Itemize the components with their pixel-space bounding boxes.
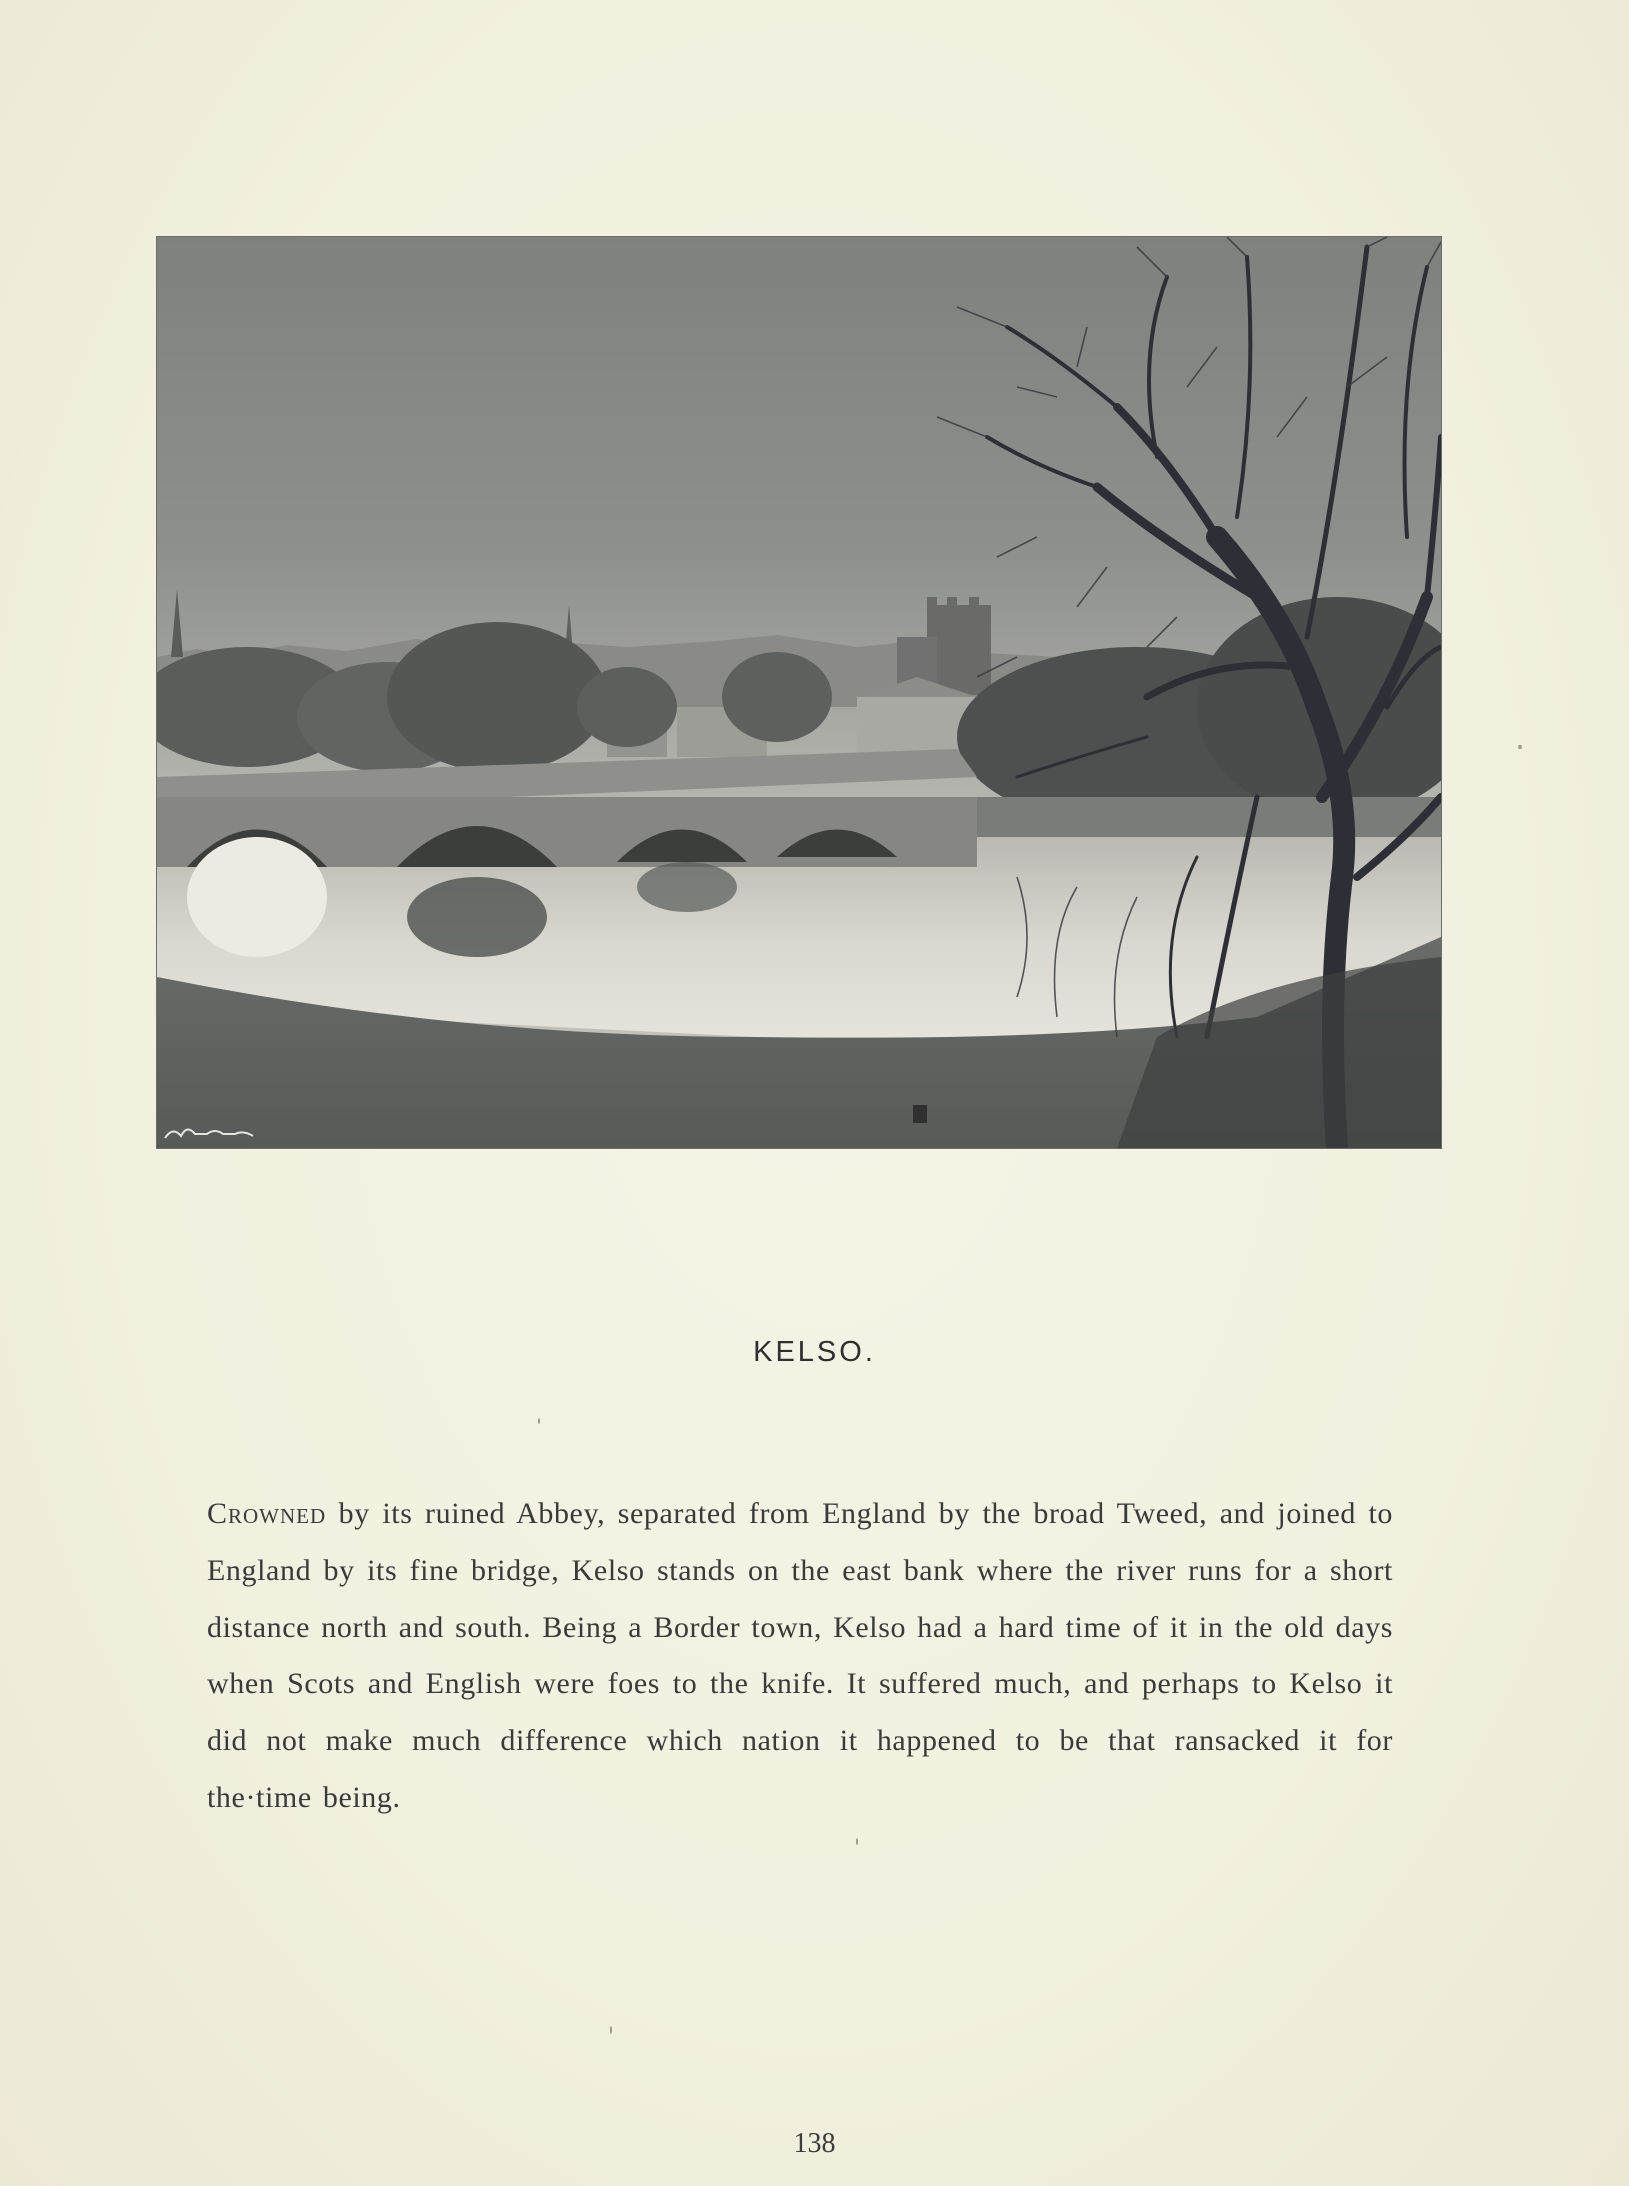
body-paragraph	[207, 1486, 1393, 1827]
photograph-plate	[157, 237, 1441, 1148]
paper-speck	[856, 1838, 858, 1845]
halftone-photo-icon	[157, 237, 1441, 1148]
paper-speck	[1518, 745, 1522, 749]
page-number: 138	[793, 2128, 836, 2159]
drop-lead-word: Crowned	[207, 1497, 327, 1530]
paragraph-text: by its ruined Abbey, separated from England by the broad Tweed, and joined to England by its fine bridge, Kelso stands on the east bank where the river runs for a short distance north and south. Being a Border town, Kelso had a hard time of it in the old days when Scots and English were foes to the knife. It suffered much, and perhaps to Kelso it did not make much difference which nation it happened to be that ransacked it for the·time being.	[207, 1497, 1393, 1814]
plate-caption: KELSO.	[753, 1336, 876, 1368]
paper-speck	[538, 1418, 540, 1424]
photographer-signature-icon	[163, 1122, 259, 1142]
paper-speck	[610, 2026, 612, 2034]
